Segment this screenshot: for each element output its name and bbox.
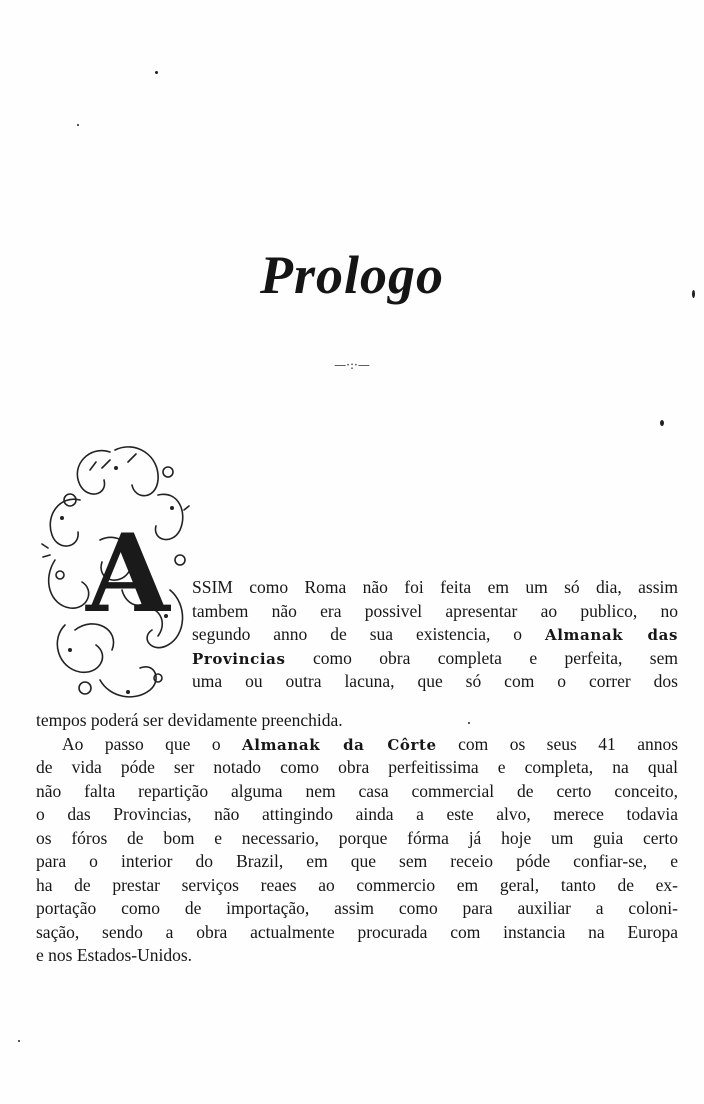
text-line [192, 647, 678, 671]
text-line [36, 733, 678, 757]
initial-letter: A [86, 511, 170, 637]
text-line: sação, sendo a obra actualmente procurada com instancia na Europa [36, 921, 678, 942]
text-segment: com os seus 41 annos [458, 733, 679, 754]
text-segment: como obra completa e perfeita, sem [312, 647, 678, 668]
text-line: de vida póde ser notado como obra perfeitissima e completa, na qual [36, 757, 678, 777]
text-line: uma ou outra lacuna, que só com o correr dos [192, 671, 678, 691]
text-segment: segundo anno de sua existencia, o [192, 624, 523, 644]
speck [155, 71, 158, 74]
text-line: tempos poderá ser devidamente preenchida. [36, 710, 343, 730]
text-line: tambem não era possivel apresentar ao publico, no [192, 600, 678, 621]
bold-term: Almanak das [545, 626, 678, 644]
speck [18, 1040, 20, 1042]
decorated-initial [40, 440, 190, 710]
bold-term: Provincias [192, 649, 286, 668]
text-line: não falta repartição alguma nem casa commercial de certo conceito, [36, 780, 678, 801]
text-line: e nos Estados-Unidos. [36, 945, 193, 965]
text-line: SSIM como Roma não foi feita em um só dia, assim [192, 577, 678, 597]
speck [660, 420, 664, 426]
paragraph-body [36, 709, 678, 968]
speck [77, 124, 79, 126]
text-line: para o interior do Brazil, em que sem receio póde confiar-se, e [36, 851, 678, 871]
bold-term: Almanak da Côrte [242, 735, 437, 754]
text-line: o das Provincias, não attingindo ainda a este alvo, merece todavia [36, 804, 678, 824]
text-segment: Ao passo que o [62, 733, 221, 754]
text-line: ha de prestar serviços reaes ao commercio em geral, tanto de ex- [36, 874, 678, 895]
text-line: portação como de importação, assim como para auxiliar a coloni- [36, 898, 678, 918]
title-ornament: —·:·— [334, 358, 370, 372]
paragraph-1-indented [192, 576, 678, 694]
page-title: Prologo [259, 245, 444, 305]
text-line: os fóros de bom e necessario, porque fórma já hoje um guia certo [36, 827, 678, 848]
text-line [192, 623, 678, 647]
